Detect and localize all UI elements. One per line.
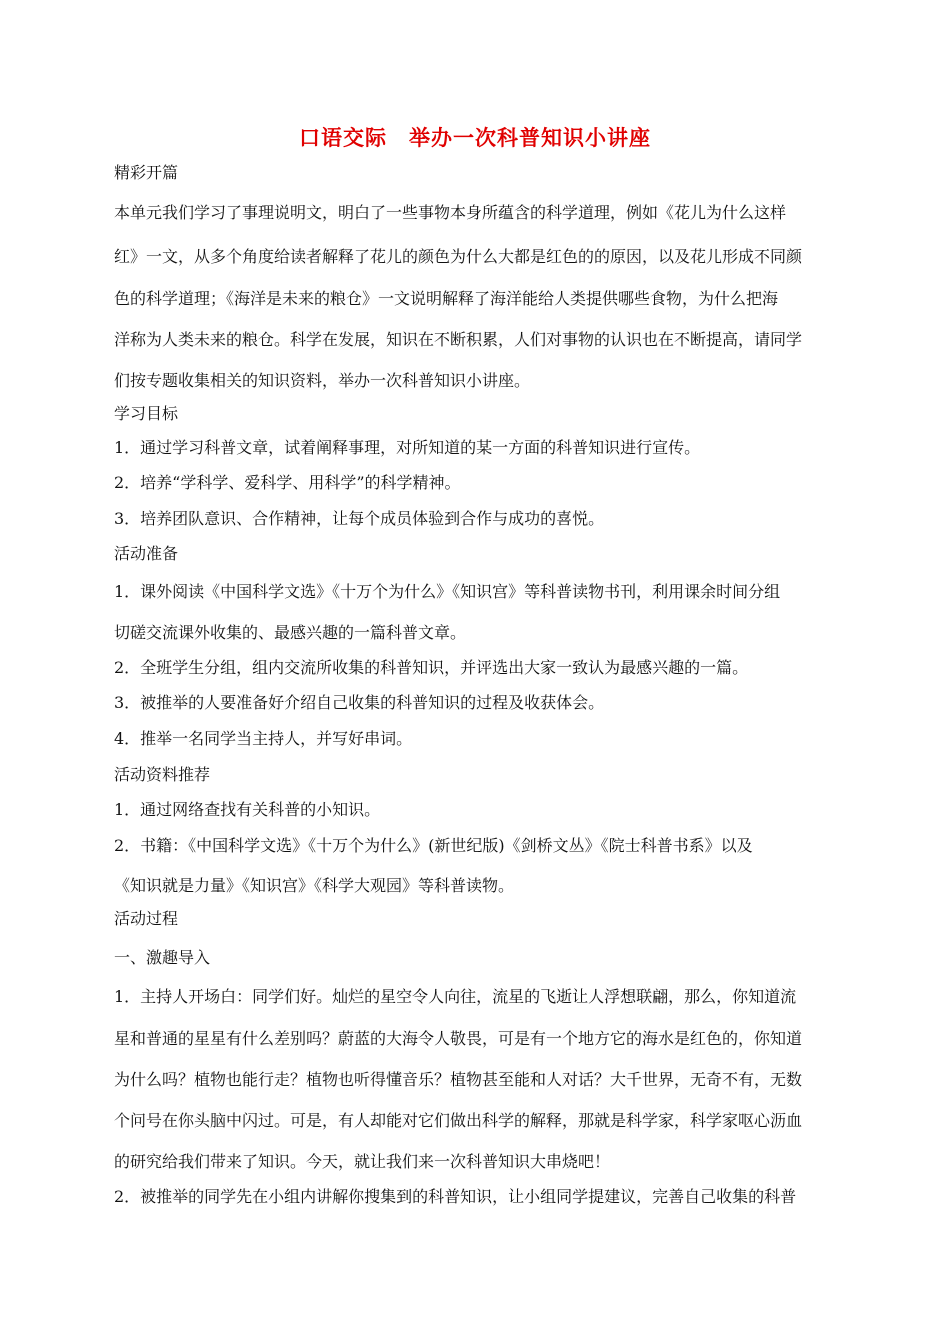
section-heading-process: 活动过程 (114, 909, 179, 928)
section-heading-resources: 活动资料推荐 (114, 765, 211, 784)
document-title: 口语交际 举办一次科普知识小讲座 (299, 126, 651, 150)
section-heading-goals: 学习目标 (114, 404, 179, 423)
paragraph-line: 们按专题收集相关的知识资料，举办一次科普知识小讲座。 (114, 371, 531, 390)
paragraph-line: 1．主持人开场白：同学们好。灿烂的星空令人向往，流星的飞逝让人浮想联翩，那么，你知道流 (114, 987, 797, 1006)
paragraph-line: 星和普通的星星有什么差别吗？蔚蓝的大海令人敬畏，可是有一个地方它的海水是红色的，你知道 (114, 1029, 803, 1048)
list-item: 3．培养团队意识、合作精神，让每个成员体验到合作与成功的喜悦。 (114, 509, 605, 528)
section-heading-preparation: 活动准备 (114, 544, 179, 563)
list-item: 2．培养“学科学、爱科学、用科学”的科学精神。 (114, 473, 461, 492)
list-item: 4．推举一名同学当主持人，并写好串词。 (114, 729, 413, 748)
section-heading-opening: 精彩开篇 (114, 163, 179, 182)
list-item: 1．通过网络查找有关科普的小知识。 (114, 800, 381, 819)
paragraph-line: 的研究给我们带来了知识。今天，就让我们来一次科普知识大串烧吧！ (114, 1152, 611, 1171)
paragraph-line: 色的科学道理；《海洋是未来的粮仓》一文说明解释了海洋能给人类提供哪些食物，为什么把海 (114, 289, 779, 308)
list-item: 《知识就是力量》《知识宫》《科学大观园》等科普读物。 (114, 876, 515, 895)
paragraph-line: 本单元我们学习了事理说明文，明白了一些事物本身所蕴含的科学道理，例如《花儿为什么这样 (114, 203, 787, 222)
section-subheading: 一、激趣导入 (114, 948, 211, 967)
list-item: 2．全班学生分组，组内交流所收集的科普知识，并评选出大家一致认为最感兴趣的一篇。 (114, 658, 749, 677)
paragraph-line: 个问号在你头脑中闪过。可是，有人却能对它们做出科学的解释，那就是科学家，科学家呕心沥血 (114, 1111, 803, 1130)
list-item: 1．课外阅读《中国科学文选》《十万个为什么》《知识宫》等科普读物书刊，利用课余时间分组 (114, 582, 781, 601)
paragraph-line: 洋称为人类未来的粮仓。科学在发展，知识在不断积累，人们对事物的认识也在不断提高，请同学 (114, 330, 803, 349)
paragraph-line: 为什么吗？植物也能行走？植物也听得懂音乐？植物甚至能和人对话？大千世界，无奇不有，无数 (114, 1070, 803, 1089)
paragraph-line: 2．被推举的同学先在小组内讲解你搜集到的科普知识，让小组同学提建议，完善自己收集的科普 (114, 1187, 797, 1206)
paragraph-line: 红》一文，从多个角度给读者解释了花儿的颜色为什么大都是红色的的原因，以及花儿形成不同颜 (114, 247, 803, 266)
list-item: 3．被推举的人要准备好介绍自己收集的科普知识的过程及收获体会。 (114, 693, 605, 712)
list-item: 2．书籍：《中国科学文选》《十万个为什么》(新世纪版)《剑桥文丛》《院士科普书系》以及 (114, 836, 753, 855)
list-item: 切磋交流课外收集的、最感兴趣的一篇科普文章。 (114, 623, 467, 642)
list-item: 1．通过学习科普文章，试着阐释事理，对所知道的某一方面的科普知识进行宣传。 (114, 438, 701, 457)
